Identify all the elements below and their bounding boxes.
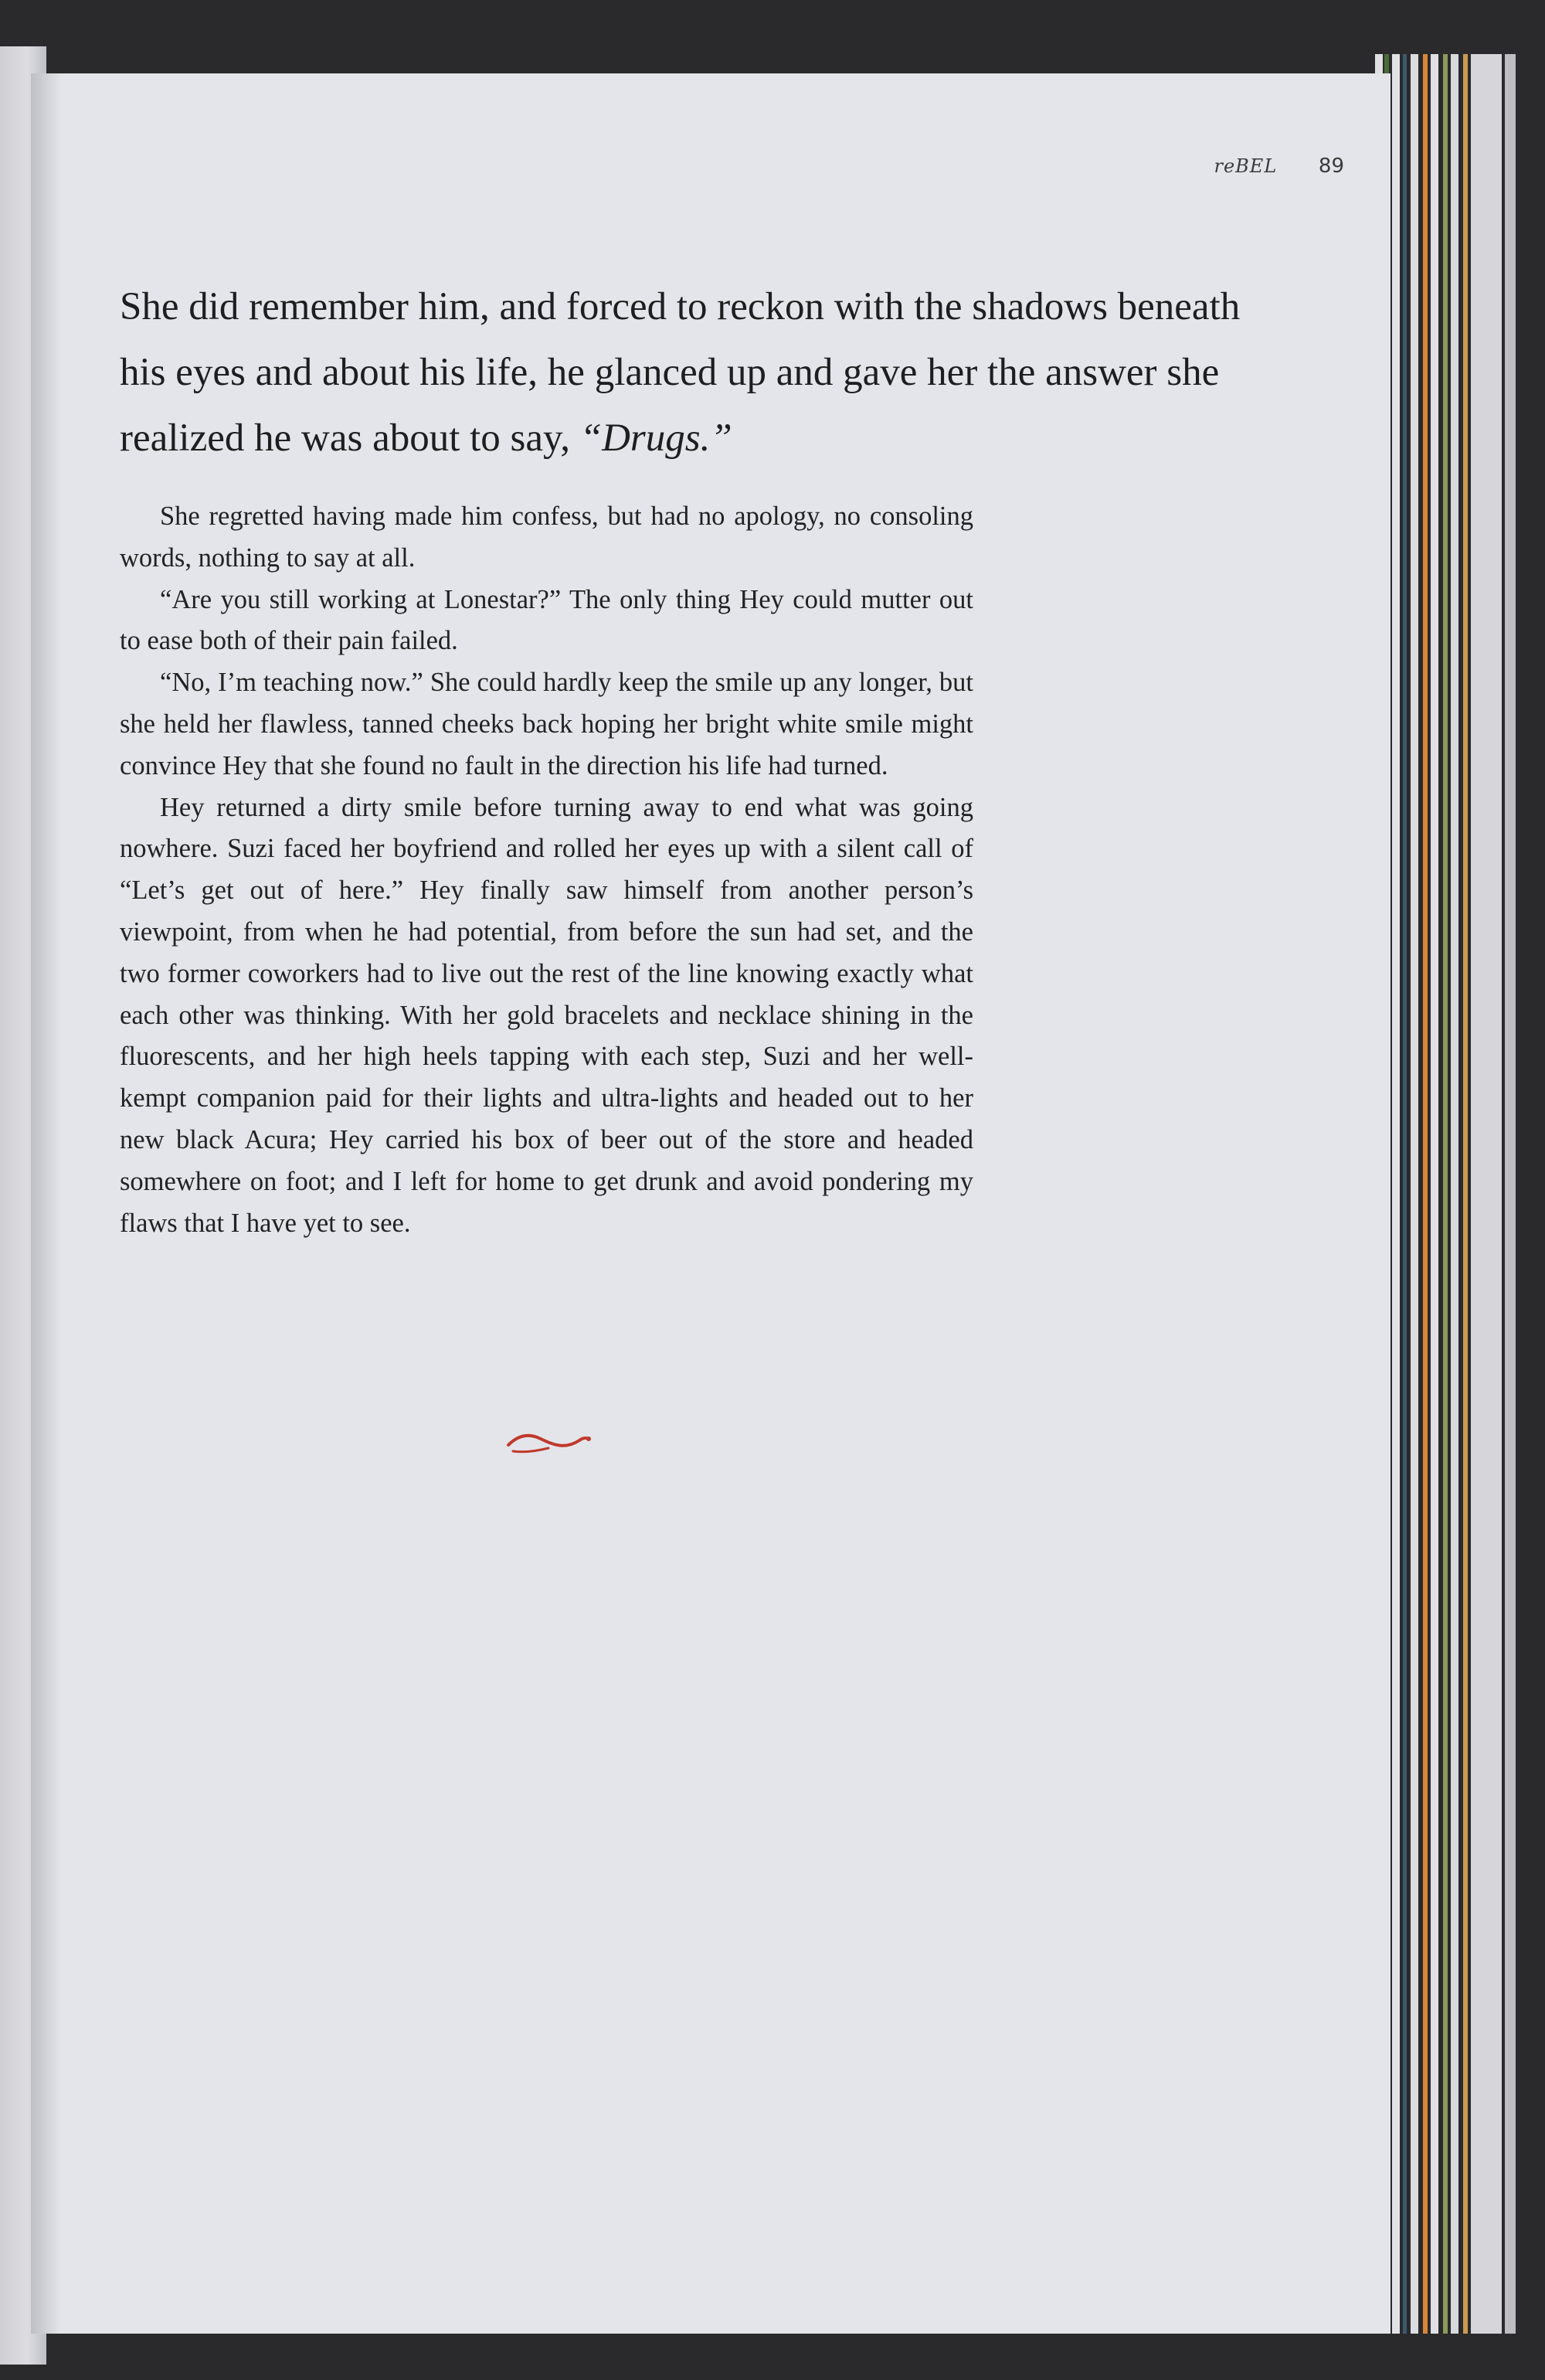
lead-text: She did remember him, and forced to reckon with the shadows beneath his eyes and about his life, he glanced up and gave her the answer she realized he was about to say, bbox=[120, 285, 1241, 460]
paragraph: “No, I’m teaching now.” She could hardly keep the smile up any longer, but she held her flawless, tanned cheeks back hoping her bright white smile might convince Hey that she found no fault in the direction his life had turned. bbox=[120, 668, 973, 780]
paragraph: Hey returned a dirty smile before turning away to end what was going nowhere. Suzi faced her boyfriend and rolled her eyes up with a silent call of “Let’s get out of here.” Hey finally saw himself from another person’s viewpoint, from when he had potential, from before the sun had set, and the two former coworkers had to live out the rest of the line knowing exactly what each other was thinking. With her gold bracelets and necklace shining in the fluorescents, and her high heels tapping with each step, Suzi and her well-kempt companion paid for their lights and ultra-lights and headed out to her new black Acura; Hey carried his box of beer out of the store and headed somewhere on foot; and I left for home to get drunk and avoid pondering my flaws that I have yet to see. bbox=[120, 792, 973, 1238]
paragraph: She regretted having made him confess, but had no apology, no consoling words, nothing to say at all. bbox=[120, 502, 973, 573]
running-header bbox=[1190, 155, 1344, 178]
body-text bbox=[120, 496, 973, 1244]
lead-paragraph bbox=[120, 274, 1294, 471]
running-title: reBEL bbox=[1214, 155, 1278, 177]
section-end-flourish-icon bbox=[502, 1422, 595, 1460]
gutter-shadow bbox=[31, 73, 62, 2334]
page-edges bbox=[1375, 54, 1522, 2334]
paragraph: “Are you still working at Lonestar?” The only thing Hey could mutter out to ease both of their pain failed. bbox=[120, 584, 973, 656]
lead-quote: “Drugs.” bbox=[579, 416, 732, 460]
page-number: 89 bbox=[1318, 155, 1344, 178]
